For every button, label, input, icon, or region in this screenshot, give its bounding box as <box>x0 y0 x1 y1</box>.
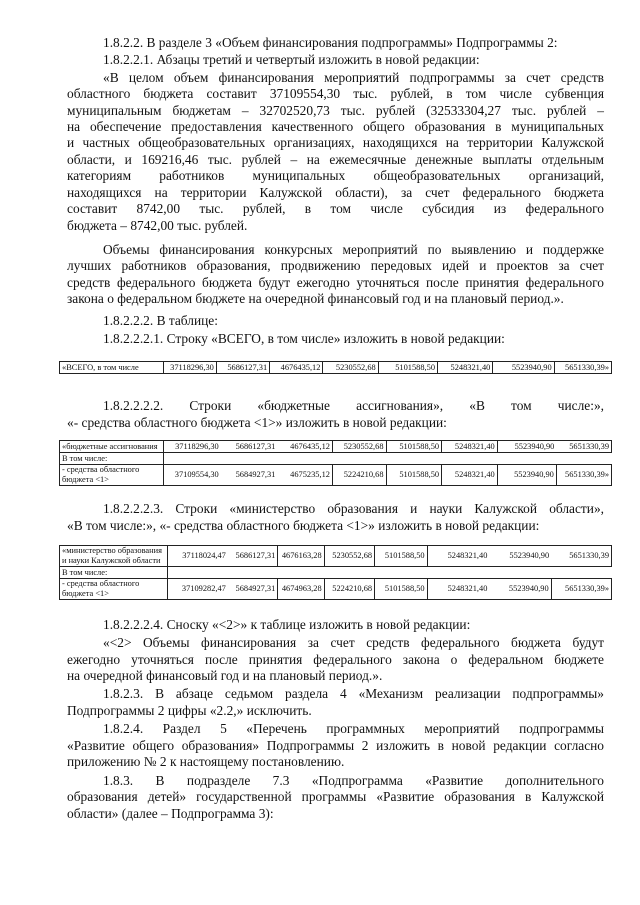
item-1-8-2-3: 1.8.2.3. В абзаце седьмом раздела 4 «Механизм реализации подпрограммы» <box>103 686 604 701</box>
footnote-line: ежегодно уточняться после принятия федерального закона о федеральном бюджете <box>67 652 604 667</box>
table-row: «министерство образования и науки Калужской области 37118024,47 5686127,31 4676163,28 5230552,68 5101588,50 5248321,40 5523940,90 5651330,39 <box>60 546 612 567</box>
table-row: В том числе: <box>60 567 612 579</box>
quote-line: бюджета – 8742,00 тыс. рублей. <box>67 218 248 233</box>
item-1-8-2-2-2-1: 1.8.2.2.2.1. Строку «ВСЕГО, в том числе» изложить в новой редакции: <box>103 331 505 346</box>
quote-line: и частных общеобразовательных организациях, находящихся на территории Калужской <box>67 135 604 150</box>
table-row: - средства областного бюджета <1> 37109554,30 5684927,31 4675235,12 5224210,68 5101588,50 5248321,40 5523940,90 5651330,39» <box>60 465 612 486</box>
quote-line: составит 8742,00 тыс. рублей, в том числе субсидия из федерального <box>67 201 604 216</box>
quote-line: областного бюджета составит 37109554,30 тыс. рублей, в том числе субвенция <box>67 86 604 101</box>
item-1-8-3: 1.8.3. В подразделе 7.3 «Подпрограмма «Развитие дополнительного <box>103 773 604 788</box>
item-1-8-2-4-cont: приложению № 2 к настоящему постановлению. <box>67 754 345 769</box>
footnote-line: «<2> Объемы финансирования за счет средств федерального бюджета будут <box>103 635 604 650</box>
item-1-8-2-2-2-2: 1.8.2.2.2.2. Строки «бюджетные ассигнования», «В том числе:», <box>103 398 604 413</box>
item-1-8-2-2-2-2-cont: «- средства областного бюджета <1>» изложить в новой редакции: <box>67 415 447 430</box>
item-1-8-2-2-2-3: 1.8.2.2.2.3. Строки «министерство образования и науки Калужской области», <box>103 501 604 516</box>
table-budget-allocations <box>59 440 612 486</box>
item-1-8-3-cont: области» (далее – Подпрограмма 3): <box>67 806 274 821</box>
quote-line: категориям работников муниципальных общеобразовательных организаций, <box>67 168 604 183</box>
item-1-8-2-3-cont: Подпрограммы 2 цифры «2.2,» исключить. <box>67 703 312 718</box>
quote-line: муниципальным бюджетам – 32702520,73 тыс. рублей (32533304,27 тыс. рублей – <box>67 103 604 118</box>
item-1-8-2-2-1: 1.8.2.2.1. Абзацы третий и четвертый изложить в новой редакции: <box>103 52 480 67</box>
item-1-8-2-4: 1.8.2.4. Раздел 5 «Перечень программных мероприятий подпрограммы <box>103 721 604 736</box>
quote-line: «В целом объем финансирования мероприятий подпрограммы за счет средств <box>103 70 604 85</box>
item-1-8-3-cont: образования детей» государственной программы «Развитие образования в Калужской <box>67 789 604 804</box>
item-1-8-2-2-2: 1.8.2.2.2. В таблице: <box>103 313 218 328</box>
quote-line: находящихся на территории Калужской области), за счет федерального бюджета <box>67 185 604 200</box>
table-row: В том числе: <box>60 453 612 465</box>
table-total <box>59 361 612 374</box>
item-1-8-2-4-cont: «Развитие общего образования» Подпрограммы 2 изложить в новой редакции согласно <box>67 738 604 753</box>
table-row: «ВСЕГО, в том числе 37118296,30 5686127,31 4676435,12 5230552,68 5101588,50 5248321,40 5523940,90 5651330,39» <box>60 362 612 374</box>
item-1-8-2-2-2-3-cont: «В том числе:», «- средства областного бюджета <1>» изложить в новой редакции: <box>67 518 540 533</box>
quote-line: области, и 169216,46 тыс. рублей – на ежемесячные денежные выплаты отдельным <box>67 152 604 167</box>
table-row: - средства областного бюджета <1> 37109282,47 5684927,31 4674963,28 5224210,68 5101588,50 5248321,40 5523940,90 5651330,39» <box>60 579 612 600</box>
paragraph-line: закона о федеральном бюджете на очередной финансовый год и на плановый период.». <box>67 291 564 306</box>
paragraph-line: Объемы финансирования конкурсных мероприятий по выявлению и поддержке <box>103 242 604 257</box>
quote-line: на обеспечение предоставления качественного общего образования в муниципальных <box>67 119 604 134</box>
paragraph-line: лучших работников образования, продвижению передовых идей и проектов за счет <box>67 258 604 273</box>
item-1-8-2-2: 1.8.2.2. В разделе 3 «Объем финансирования подпрограммы» Подпрограммы 2: <box>103 35 558 50</box>
item-1-8-2-2-2-4: 1.8.2.2.2.4. Сноску «<2>» к таблице изложить в новой редакции: <box>103 617 471 632</box>
footnote-line: на очередной финансовый год и на плановый период.». <box>67 668 383 683</box>
paragraph-line: средств федерального бюджета будут ежегодно уточняться после принятия федерального <box>67 275 604 290</box>
table-row: «бюджетные ассигнования 37118296,30 5686127,31 4676435,12 5230552,68 5101588,50 5248321,40 5523940,90 5651330,39 <box>60 441 612 453</box>
table-ministry <box>59 545 612 600</box>
